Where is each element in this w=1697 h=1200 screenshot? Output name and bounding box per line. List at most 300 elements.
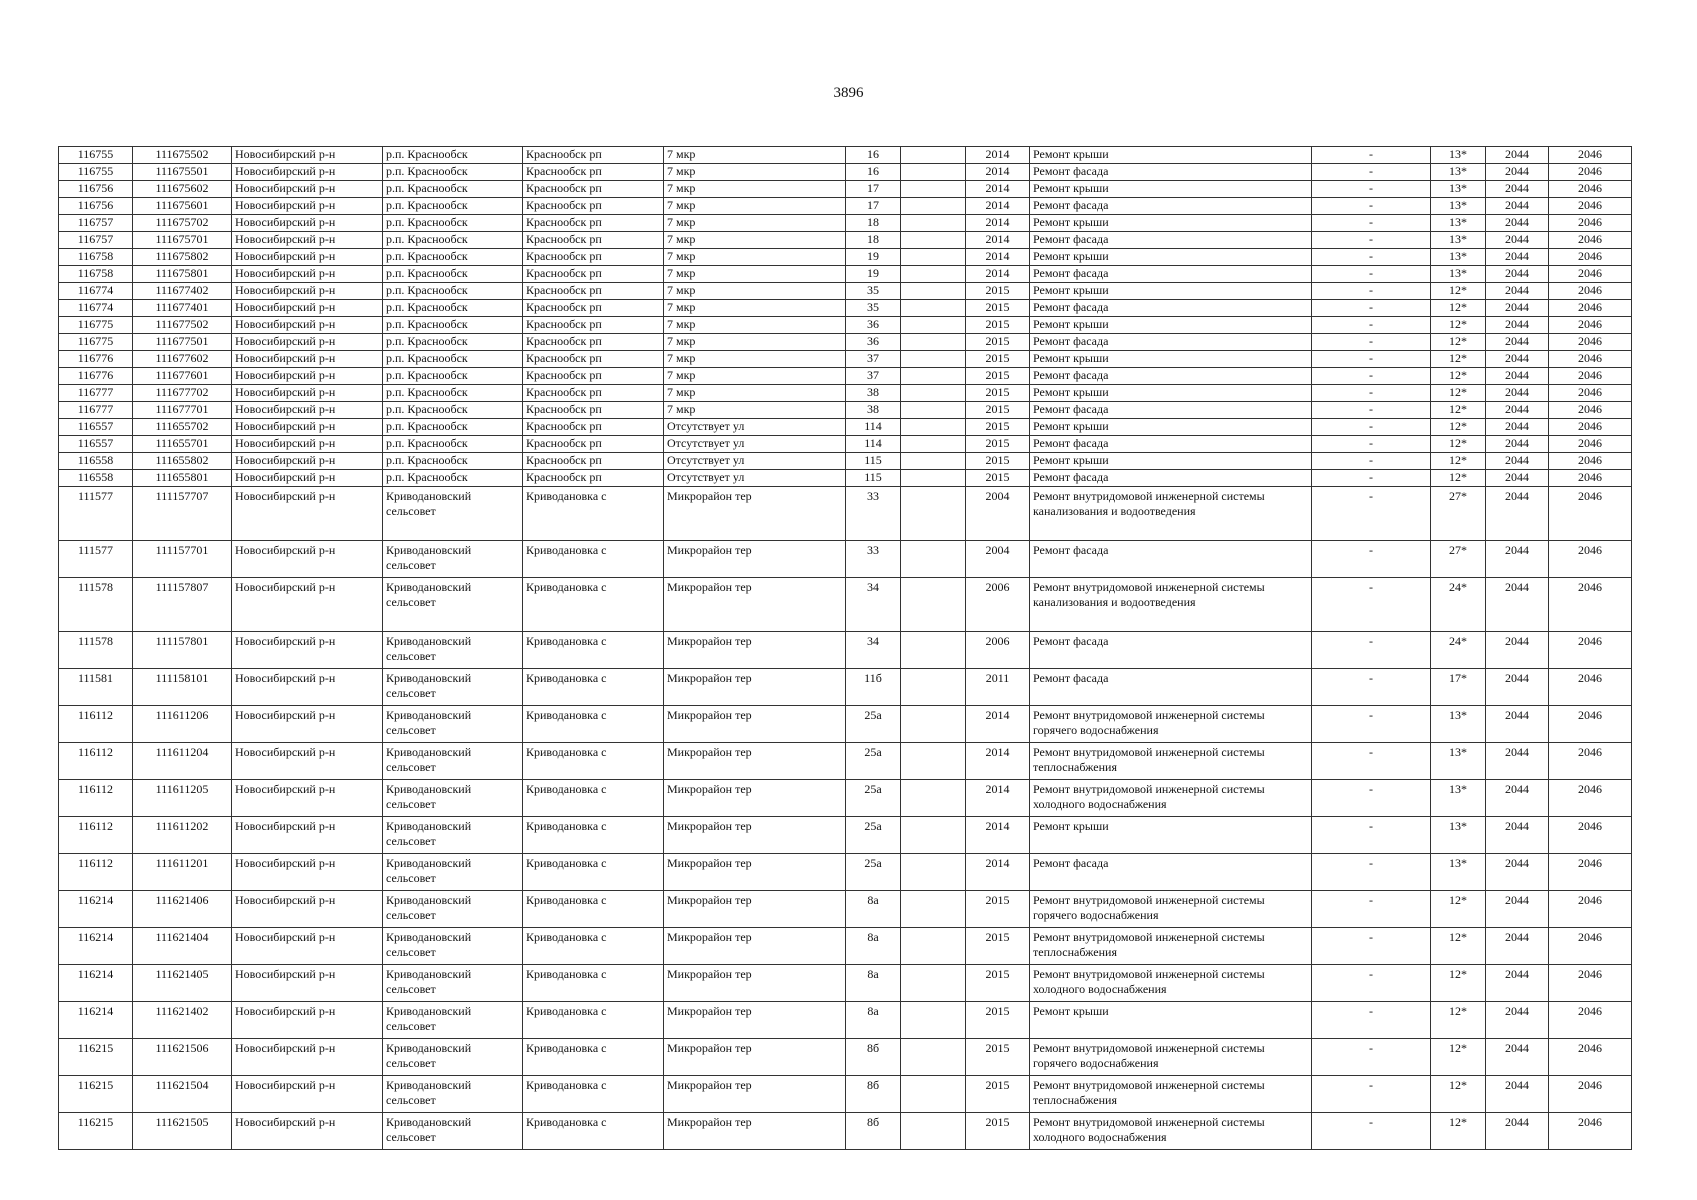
period-cell: 12* — [1431, 1113, 1486, 1150]
house-number-cell: 8б — [846, 1113, 901, 1150]
year-cell: 2015 — [966, 1039, 1030, 1076]
table-row — [59, 1002, 1632, 1039]
start-year-cell: 2044 — [1486, 317, 1549, 334]
start-year-cell: 2044 — [1486, 632, 1549, 669]
mark-cell: - — [1312, 385, 1431, 402]
mark-cell: - — [1312, 232, 1431, 249]
end-year-cell: 2046 — [1549, 249, 1632, 266]
district-cell: Новосибирский р-н — [232, 368, 383, 385]
work-id-cell: 111675801 — [133, 266, 232, 283]
house-number-cell: 8б — [846, 1076, 901, 1113]
district-cell: Новосибирский р-н — [232, 419, 383, 436]
table-row — [59, 743, 1632, 780]
work-type-cell: Ремонт фасада — [1030, 854, 1312, 891]
municipality-cell: р.п. Краснообск — [383, 232, 523, 249]
work-type-cell: Ремонт крыши — [1030, 317, 1312, 334]
house-number-cell: 8б — [846, 1039, 901, 1076]
house-number-cell: 25а — [846, 817, 901, 854]
municipality-cell: р.п. Краснообск — [383, 334, 523, 351]
end-year-cell: 2046 — [1549, 780, 1632, 817]
year-cell: 2015 — [966, 1002, 1030, 1039]
record-id-cell: 116112 — [59, 706, 133, 743]
work-id-cell: 111157701 — [133, 541, 232, 578]
work-id-cell: 111157807 — [133, 578, 232, 632]
period-cell: 12* — [1431, 351, 1486, 368]
table-row — [59, 854, 1632, 891]
start-year-cell: 2044 — [1486, 181, 1549, 198]
street-cell: Отсутствует ул — [664, 453, 846, 470]
district-cell: Новосибирский р-н — [232, 385, 383, 402]
work-id-cell: 111611206 — [133, 706, 232, 743]
street-cell: Отсутствует ул — [664, 419, 846, 436]
year-cell: 2014 — [966, 706, 1030, 743]
start-year-cell: 2044 — [1486, 334, 1549, 351]
period-cell: 13* — [1431, 854, 1486, 891]
start-year-cell: 2044 — [1486, 232, 1549, 249]
work-type-cell: Ремонт фасада — [1030, 541, 1312, 578]
record-id-cell: 116758 — [59, 266, 133, 283]
table-row — [59, 436, 1632, 453]
record-id-cell: 116756 — [59, 198, 133, 215]
mark-cell: - — [1312, 419, 1431, 436]
table-row — [59, 669, 1632, 706]
table-row — [59, 351, 1632, 368]
work-id-cell: 111677701 — [133, 402, 232, 419]
street-cell: 7 мкр — [664, 368, 846, 385]
work-type-cell: Ремонт фасада — [1030, 632, 1312, 669]
district-cell: Новосибирский р-н — [232, 181, 383, 198]
building-cell — [901, 249, 966, 266]
end-year-cell: 2046 — [1549, 706, 1632, 743]
year-cell: 2015 — [966, 368, 1030, 385]
mark-cell: - — [1312, 632, 1431, 669]
municipality-cell: Криводановский сельсовет — [383, 743, 523, 780]
mark-cell: - — [1312, 541, 1431, 578]
record-id-cell: 116777 — [59, 385, 133, 402]
street-cell: Микрорайон тер — [664, 817, 846, 854]
street-cell: 7 мкр — [664, 249, 846, 266]
table-row — [59, 780, 1632, 817]
period-cell: 12* — [1431, 317, 1486, 334]
locality-cell: Криводановка с — [523, 1113, 664, 1150]
building-cell — [901, 385, 966, 402]
house-number-cell: 8а — [846, 928, 901, 965]
end-year-cell: 2046 — [1549, 965, 1632, 1002]
district-cell: Новосибирский р-н — [232, 1076, 383, 1113]
street-cell: Микрорайон тер — [664, 1113, 846, 1150]
locality-cell: Краснообск рп — [523, 368, 664, 385]
municipality-cell: Криводановский сельсовет — [383, 487, 523, 541]
building-cell — [901, 453, 966, 470]
building-cell — [901, 578, 966, 632]
period-cell: 13* — [1431, 249, 1486, 266]
page-number: 3896 — [833, 85, 864, 101]
start-year-cell: 2044 — [1486, 928, 1549, 965]
work-type-cell: Ремонт фасада — [1030, 368, 1312, 385]
mark-cell: - — [1312, 743, 1431, 780]
work-type-cell: Ремонт крыши — [1030, 453, 1312, 470]
house-number-cell: 16 — [846, 164, 901, 181]
building-cell — [901, 283, 966, 300]
end-year-cell: 2046 — [1549, 436, 1632, 453]
period-cell: 24* — [1431, 578, 1486, 632]
year-cell: 2014 — [966, 164, 1030, 181]
district-cell: Новосибирский р-н — [232, 706, 383, 743]
municipality-cell: Криводановский сельсовет — [383, 1113, 523, 1150]
house-number-cell: 115 — [846, 470, 901, 487]
start-year-cell: 2044 — [1486, 743, 1549, 780]
mark-cell: - — [1312, 1113, 1431, 1150]
work-type-cell: Ремонт внутридомовой инженерной системы теплоснабжения — [1030, 928, 1312, 965]
end-year-cell: 2046 — [1549, 487, 1632, 541]
house-number-cell: 36 — [846, 334, 901, 351]
building-cell — [901, 854, 966, 891]
district-cell: Новосибирский р-н — [232, 436, 383, 453]
mark-cell: - — [1312, 198, 1431, 215]
work-id-cell: 111611202 — [133, 817, 232, 854]
year-cell: 2015 — [966, 928, 1030, 965]
building-cell — [901, 181, 966, 198]
start-year-cell: 2044 — [1486, 1002, 1549, 1039]
mark-cell: - — [1312, 453, 1431, 470]
start-year-cell: 2044 — [1486, 453, 1549, 470]
record-id-cell: 116776 — [59, 351, 133, 368]
work-type-cell: Ремонт фасада — [1030, 164, 1312, 181]
period-cell: 24* — [1431, 632, 1486, 669]
building-cell — [901, 1039, 966, 1076]
work-type-cell: Ремонт внутридомовой инженерной системы холодного водоснабжения — [1030, 1113, 1312, 1150]
year-cell: 2014 — [966, 249, 1030, 266]
street-cell: Микрорайон тер — [664, 854, 846, 891]
period-cell: 12* — [1431, 385, 1486, 402]
work-type-cell: Ремонт крыши — [1030, 1002, 1312, 1039]
period-cell: 13* — [1431, 181, 1486, 198]
period-cell: 12* — [1431, 283, 1486, 300]
street-cell: Микрорайон тер — [664, 928, 846, 965]
work-type-cell: Ремонт внутридомовой инженерной системы горячего водоснабжения — [1030, 891, 1312, 928]
record-id-cell: 111578 — [59, 632, 133, 669]
street-cell: Микрорайон тер — [664, 743, 846, 780]
period-cell: 27* — [1431, 541, 1486, 578]
end-year-cell: 2046 — [1549, 334, 1632, 351]
house-number-cell: 33 — [846, 487, 901, 541]
municipality-cell: р.п. Краснообск — [383, 300, 523, 317]
table-row — [59, 1076, 1632, 1113]
start-year-cell: 2044 — [1486, 351, 1549, 368]
building-cell — [901, 402, 966, 419]
year-cell: 2015 — [966, 436, 1030, 453]
year-cell: 2014 — [966, 817, 1030, 854]
municipality-cell: р.п. Краснообск — [383, 198, 523, 215]
table-row — [59, 632, 1632, 669]
start-year-cell: 2044 — [1486, 965, 1549, 1002]
start-year-cell: 2044 — [1486, 1076, 1549, 1113]
period-cell: 13* — [1431, 198, 1486, 215]
record-id-cell: 111581 — [59, 669, 133, 706]
start-year-cell: 2044 — [1486, 780, 1549, 817]
period-cell: 13* — [1431, 706, 1486, 743]
end-year-cell: 2046 — [1549, 317, 1632, 334]
mark-cell: - — [1312, 368, 1431, 385]
building-cell — [901, 780, 966, 817]
year-cell: 2014 — [966, 215, 1030, 232]
end-year-cell: 2046 — [1549, 283, 1632, 300]
year-cell: 2014 — [966, 232, 1030, 249]
district-cell: Новосибирский р-н — [232, 334, 383, 351]
end-year-cell: 2046 — [1549, 632, 1632, 669]
house-number-cell: 34 — [846, 578, 901, 632]
municipality-cell: р.п. Краснообск — [383, 436, 523, 453]
building-cell — [901, 317, 966, 334]
building-cell — [901, 470, 966, 487]
work-id-cell: 111675501 — [133, 164, 232, 181]
locality-cell: Краснообск рп — [523, 232, 664, 249]
table-row — [59, 965, 1632, 1002]
building-cell — [901, 351, 966, 368]
district-cell: Новосибирский р-н — [232, 487, 383, 541]
table-row — [59, 470, 1632, 487]
locality-cell: Краснообск рп — [523, 147, 664, 164]
start-year-cell: 2044 — [1486, 578, 1549, 632]
table-row — [59, 283, 1632, 300]
municipality-cell: р.п. Краснообск — [383, 283, 523, 300]
record-id-cell: 116757 — [59, 215, 133, 232]
municipality-cell: р.п. Краснообск — [383, 385, 523, 402]
end-year-cell: 2046 — [1549, 147, 1632, 164]
start-year-cell: 2044 — [1486, 854, 1549, 891]
street-cell: 7 мкр — [664, 198, 846, 215]
period-cell: 12* — [1431, 368, 1486, 385]
building-cell — [901, 232, 966, 249]
work-type-cell: Ремонт фасада — [1030, 300, 1312, 317]
building-cell — [901, 632, 966, 669]
year-cell: 2015 — [966, 453, 1030, 470]
work-type-cell: Ремонт крыши — [1030, 283, 1312, 300]
mark-cell: - — [1312, 300, 1431, 317]
house-number-cell: 25а — [846, 780, 901, 817]
locality-cell: Краснообск рп — [523, 249, 664, 266]
municipality-cell: Криводановский сельсовет — [383, 578, 523, 632]
period-cell: 17* — [1431, 669, 1486, 706]
house-number-cell: 18 — [846, 215, 901, 232]
building-cell — [901, 669, 966, 706]
work-type-cell: Ремонт внутридомовой инженерной системы теплоснабжения — [1030, 1076, 1312, 1113]
house-number-cell: 35 — [846, 300, 901, 317]
period-cell: 13* — [1431, 215, 1486, 232]
work-id-cell: 111677402 — [133, 283, 232, 300]
work-id-cell: 111677502 — [133, 317, 232, 334]
end-year-cell: 2046 — [1549, 1039, 1632, 1076]
record-id-cell: 116557 — [59, 436, 133, 453]
start-year-cell: 2044 — [1486, 249, 1549, 266]
work-id-cell: 111677401 — [133, 300, 232, 317]
house-number-cell: 38 — [846, 385, 901, 402]
building-cell — [901, 928, 966, 965]
building-cell — [901, 1002, 966, 1039]
end-year-cell: 2046 — [1549, 1076, 1632, 1113]
period-cell: 12* — [1431, 891, 1486, 928]
house-number-cell: 114 — [846, 436, 901, 453]
period-cell: 12* — [1431, 1002, 1486, 1039]
record-id-cell: 116558 — [59, 453, 133, 470]
work-id-cell: 111675702 — [133, 215, 232, 232]
locality-cell: Криводановка с — [523, 743, 664, 780]
end-year-cell: 2046 — [1549, 578, 1632, 632]
start-year-cell: 2044 — [1486, 164, 1549, 181]
mark-cell: - — [1312, 317, 1431, 334]
district-cell: Новосибирский р-н — [232, 669, 383, 706]
start-year-cell: 2044 — [1486, 541, 1549, 578]
period-cell: 12* — [1431, 453, 1486, 470]
end-year-cell: 2046 — [1549, 541, 1632, 578]
start-year-cell: 2044 — [1486, 283, 1549, 300]
district-cell: Новосибирский р-н — [232, 249, 383, 266]
mark-cell: - — [1312, 487, 1431, 541]
house-number-cell: 25а — [846, 706, 901, 743]
work-type-cell: Ремонт внутридомовой инженерной системы горячего водоснабжения — [1030, 706, 1312, 743]
registry-table — [58, 146, 1632, 1150]
end-year-cell: 2046 — [1549, 368, 1632, 385]
locality-cell: Краснообск рп — [523, 419, 664, 436]
locality-cell: Криводановка с — [523, 1039, 664, 1076]
street-cell: 7 мкр — [664, 215, 846, 232]
year-cell: 2015 — [966, 300, 1030, 317]
street-cell: Микрорайон тер — [664, 965, 846, 1002]
district-cell: Новосибирский р-н — [232, 300, 383, 317]
mark-cell: - — [1312, 249, 1431, 266]
work-type-cell: Ремонт внутридомовой инженерной системы канализования и водоотведения — [1030, 578, 1312, 632]
municipality-cell: р.п. Краснообск — [383, 317, 523, 334]
work-type-cell: Ремонт фасада — [1030, 470, 1312, 487]
start-year-cell: 2044 — [1486, 487, 1549, 541]
municipality-cell: Криводановский сельсовет — [383, 817, 523, 854]
work-type-cell: Ремонт внутридомовой инженерной системы холодного водоснабжения — [1030, 780, 1312, 817]
record-id-cell: 116112 — [59, 854, 133, 891]
building-cell — [901, 300, 966, 317]
work-id-cell: 111675602 — [133, 181, 232, 198]
year-cell: 2015 — [966, 334, 1030, 351]
building-cell — [901, 198, 966, 215]
end-year-cell: 2046 — [1549, 181, 1632, 198]
work-type-cell: Ремонт крыши — [1030, 181, 1312, 198]
work-type-cell: Ремонт фасада — [1030, 198, 1312, 215]
mark-cell: - — [1312, 706, 1431, 743]
year-cell: 2014 — [966, 266, 1030, 283]
building-cell — [901, 266, 966, 283]
house-number-cell: 34 — [846, 632, 901, 669]
mark-cell: - — [1312, 402, 1431, 419]
year-cell: 2014 — [966, 743, 1030, 780]
mark-cell: - — [1312, 147, 1431, 164]
house-number-cell: 19 — [846, 249, 901, 266]
table-row — [59, 419, 1632, 436]
work-type-cell: Ремонт крыши — [1030, 215, 1312, 232]
table-row — [59, 928, 1632, 965]
work-id-cell: 111677602 — [133, 351, 232, 368]
year-cell: 2014 — [966, 147, 1030, 164]
district-cell: Новосибирский р-н — [232, 541, 383, 578]
year-cell: 2014 — [966, 854, 1030, 891]
start-year-cell: 2044 — [1486, 669, 1549, 706]
mark-cell: - — [1312, 164, 1431, 181]
start-year-cell: 2044 — [1486, 300, 1549, 317]
district-cell: Новосибирский р-н — [232, 1039, 383, 1076]
year-cell: 2015 — [966, 470, 1030, 487]
table-row — [59, 317, 1632, 334]
building-cell — [901, 487, 966, 541]
record-id-cell: 116757 — [59, 232, 133, 249]
mark-cell: - — [1312, 436, 1431, 453]
record-id-cell: 116557 — [59, 419, 133, 436]
end-year-cell: 2046 — [1549, 669, 1632, 706]
record-id-cell: 116758 — [59, 249, 133, 266]
period-cell: 12* — [1431, 300, 1486, 317]
work-id-cell: 111675802 — [133, 249, 232, 266]
locality-cell: Криводановка с — [523, 578, 664, 632]
end-year-cell: 2046 — [1549, 928, 1632, 965]
work-type-cell: Ремонт крыши — [1030, 419, 1312, 436]
street-cell: Микрорайон тер — [664, 669, 846, 706]
work-id-cell: 111675701 — [133, 232, 232, 249]
work-id-cell: 111675502 — [133, 147, 232, 164]
street-cell: 7 мкр — [664, 317, 846, 334]
work-id-cell: 111655701 — [133, 436, 232, 453]
district-cell: Новосибирский р-н — [232, 232, 383, 249]
work-id-cell: 111655702 — [133, 419, 232, 436]
district-cell: Новосибирский р-н — [232, 215, 383, 232]
work-type-cell: Ремонт крыши — [1030, 147, 1312, 164]
street-cell: 7 мкр — [664, 266, 846, 283]
municipality-cell: Криводановский сельсовет — [383, 928, 523, 965]
start-year-cell: 2044 — [1486, 817, 1549, 854]
table-row — [59, 164, 1632, 181]
period-cell: 12* — [1431, 334, 1486, 351]
record-id-cell: 116112 — [59, 817, 133, 854]
year-cell: 2015 — [966, 317, 1030, 334]
year-cell: 2014 — [966, 780, 1030, 817]
district-cell: Новосибирский р-н — [232, 147, 383, 164]
work-id-cell: 111677601 — [133, 368, 232, 385]
table-row — [59, 198, 1632, 215]
locality-cell: Криводановка с — [523, 632, 664, 669]
period-cell: 13* — [1431, 817, 1486, 854]
record-id-cell: 111577 — [59, 541, 133, 578]
table-row — [59, 487, 1632, 541]
record-id-cell: 116214 — [59, 965, 133, 1002]
record-id-cell: 116777 — [59, 402, 133, 419]
work-id-cell: 111157801 — [133, 632, 232, 669]
work-type-cell: Ремонт внутридомовой инженерной системы канализования и водоотведения — [1030, 487, 1312, 541]
start-year-cell: 2044 — [1486, 1039, 1549, 1076]
table-row — [59, 368, 1632, 385]
mark-cell: - — [1312, 928, 1431, 965]
municipality-cell: р.п. Краснообск — [383, 419, 523, 436]
year-cell: 2015 — [966, 965, 1030, 1002]
district-cell: Новосибирский р-н — [232, 743, 383, 780]
start-year-cell: 2044 — [1486, 198, 1549, 215]
period-cell: 13* — [1431, 266, 1486, 283]
street-cell: 7 мкр — [664, 385, 846, 402]
table-row — [59, 300, 1632, 317]
work-type-cell: Ремонт фасада — [1030, 436, 1312, 453]
start-year-cell: 2044 — [1486, 402, 1549, 419]
end-year-cell: 2046 — [1549, 891, 1632, 928]
house-number-cell: 8а — [846, 965, 901, 1002]
year-cell: 2004 — [966, 541, 1030, 578]
locality-cell: Краснообск рп — [523, 334, 664, 351]
work-id-cell: 111677702 — [133, 385, 232, 402]
municipality-cell: Криводановский сельсовет — [383, 632, 523, 669]
